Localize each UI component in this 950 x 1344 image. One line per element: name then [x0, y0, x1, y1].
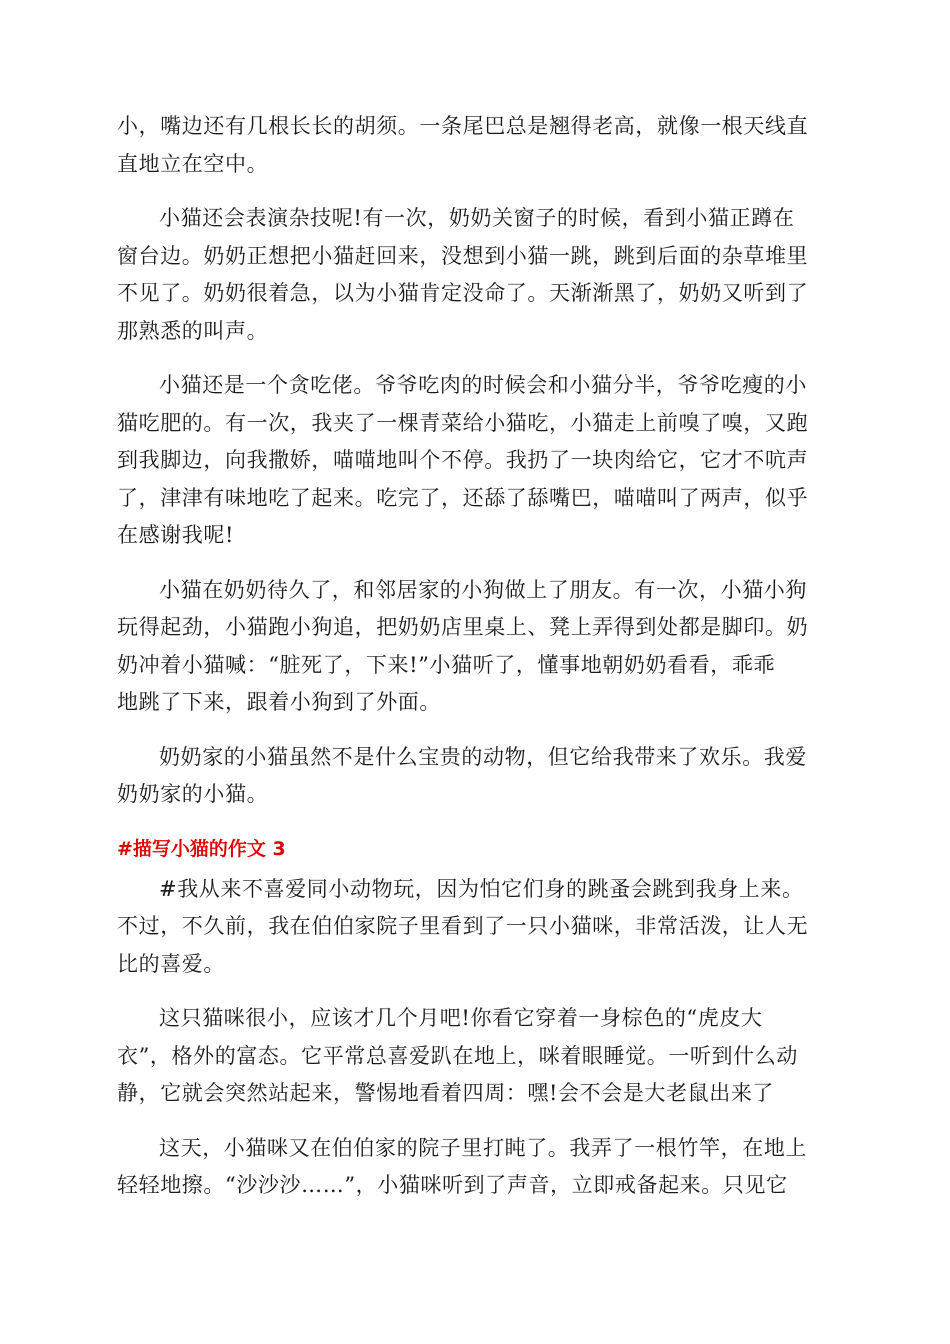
section-heading: #描写小猫的作文 3 — [117, 837, 286, 860]
text-line: 在感谢我呢! — [117, 523, 235, 547]
text-line: 小猫在奶奶待久了，和邻居家的小狗做上了朋友。有一次，小猫小狗 — [159, 577, 807, 602]
text-line: 到我脚边，向我撒娇，喵喵地叫个不停。我扔了一块肉给它，它才不吭声 — [117, 448, 809, 472]
text-line: 奶奶家的小猫。 — [117, 782, 269, 806]
paragraph-description — [117, 1000, 832, 1113]
paragraph-whiskers-tail — [117, 108, 832, 183]
text-line: 猫吃肥的。有一次，我夹了一棵青菜给小猫吃，小猫走上前嗅了嗅，又跑 — [117, 410, 809, 435]
text-line: 不过，不久前，我在伯伯家院子里看到了一只小猫咪，非常活泼，让人无 — [117, 914, 809, 938]
text-line: 奶奶家的小猫虽然不是什么宝贵的动物，但它给我带来了欢乐。我爱 — [159, 744, 807, 769]
paragraph-intro — [117, 871, 832, 984]
text-line: 窗台边。奶奶正想把小猫赶回来，没想到小猫一跳，跳到后面的杂草堆里 — [117, 243, 809, 268]
text-line: 玩得起劲，小猫跑小狗追，把奶奶店里桌上、凳上弄得到处都是脚印。奶 — [117, 615, 809, 639]
paragraph-conclusion — [117, 739, 832, 814]
paragraph-bamboo-pole — [117, 1130, 832, 1205]
text-line: 那熟悉的叫声。 — [117, 318, 269, 343]
paragraph-acrobatics — [117, 200, 832, 350]
text-line: 静，它就会突然站起来，警惕地看着四周：嘿!会不会是大老鼠出来了 — [117, 1081, 775, 1105]
text-line: 直地立在空中。 — [117, 151, 269, 176]
text-line: 小猫还是一个贪吃佬。爷爷吃肉的时候会和小猫分半，爷爷吃瘦的小 — [159, 373, 807, 397]
document-page — [117, 108, 832, 1205]
text-line: 比的喜爱。 — [117, 951, 225, 976]
paragraph-greedy-cat — [117, 367, 832, 555]
text-line: 了，津津有味地吃了起来。吃完了，还舔了舔嘴巴，喵喵叫了两声，似乎 — [117, 485, 809, 510]
text-line: 地跳了下来，跟着小狗到了外面。 — [117, 690, 441, 714]
text-line: 小，嘴边还有几根长长的胡须。一条尾巴总是翘得老高，就像一根天线直 — [117, 114, 809, 138]
text-line: 这只猫咪很小，应该才几个月吧!你看它穿着一身棕色的“虎皮大 — [159, 1006, 763, 1030]
text-line: 不见了。奶奶很着急，以为小猫肯定没命了。天渐渐黑了，奶奶又听到了 — [117, 281, 809, 305]
text-line: 衣”，格外的富态。它平常总喜爱趴在地上，咪着眼睡觉。一听到什么动 — [117, 1043, 798, 1068]
paragraph-dog-friend — [117, 572, 832, 722]
text-line: 这天，小猫咪又在伯伯家的院子里打盹了。我弄了一根竹竿，在地上 — [159, 1135, 807, 1160]
text-line: 轻轻地擦。“沙沙沙……”，小猫咪听到了声音，立即戒备起来。只见它 — [117, 1173, 788, 1197]
text-line: 小猫还会表演杂技呢!有一次，奶奶关窗子的时候，看到小猫正蹲在 — [159, 206, 795, 230]
text-line: #我从来不喜爱同小动物玩，因为怕它们身的跳蚤会跳到我身上来。 — [159, 876, 804, 901]
text-line: 奶冲着小猫喊：“脏死了，下来!”小猫听了，懂事地朝奶奶看看，乖乖 — [117, 652, 776, 677]
